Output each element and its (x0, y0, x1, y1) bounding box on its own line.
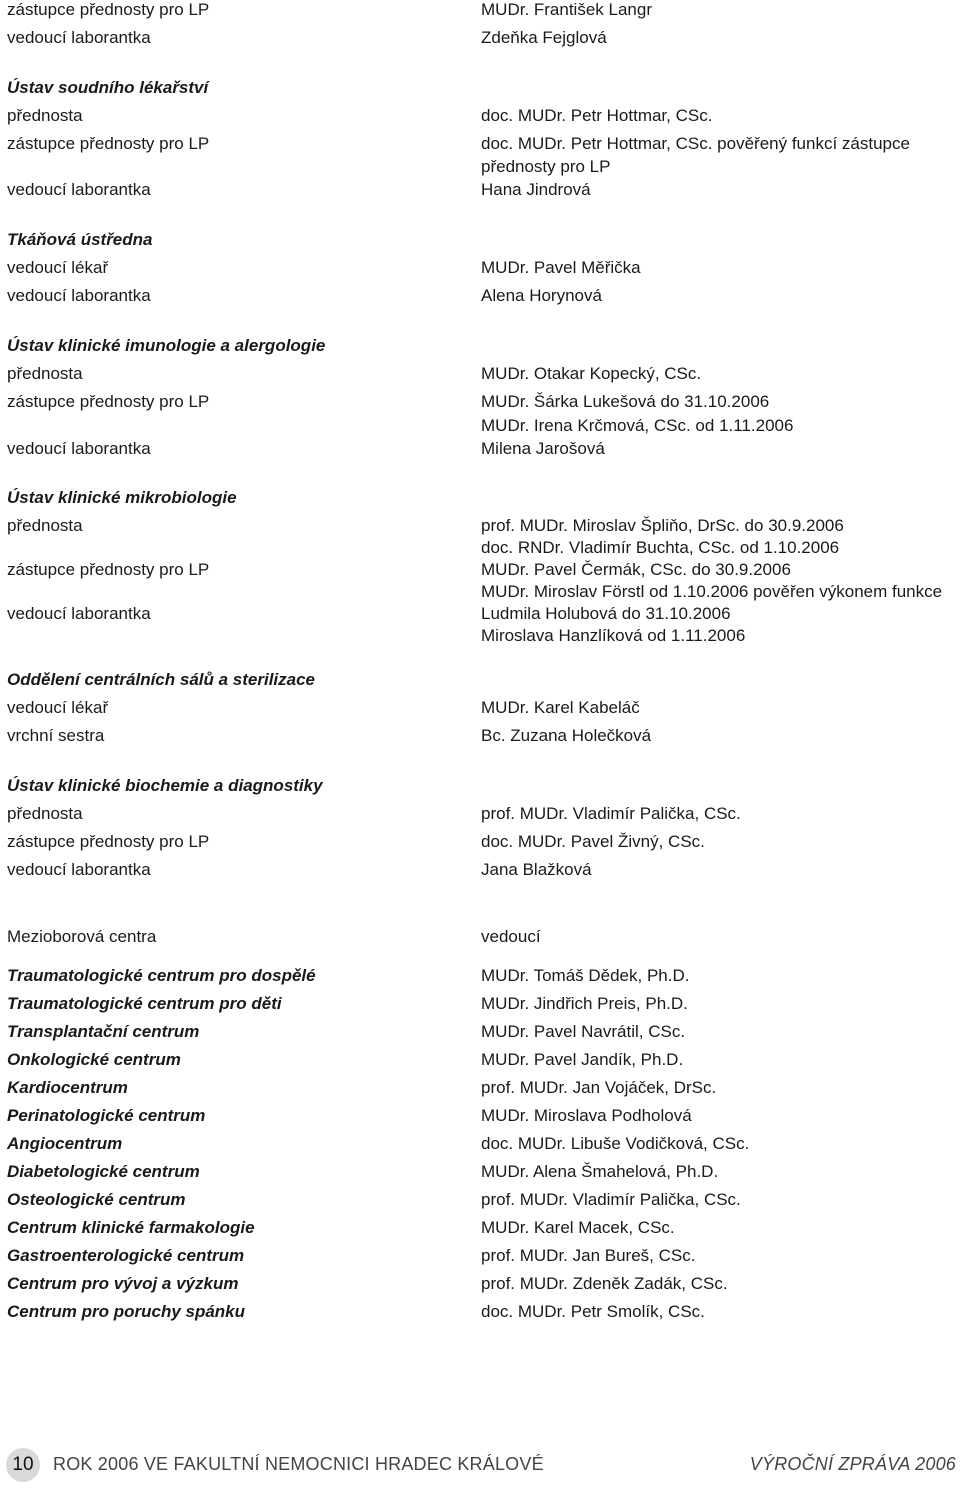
role-label: zástupce přednosty pro LP (7, 560, 210, 579)
center-row (0, 1076, 960, 1100)
person-name: Bc. Zuzana Holečková (481, 726, 652, 745)
center-row (0, 964, 960, 988)
center-head: prof. MUDr. Jan Vojáček, DrSc. (481, 1078, 717, 1097)
table-row (0, 362, 960, 386)
center-name: Centrum klinické farmakologie (7, 1218, 255, 1237)
center-name: Traumatologické centrum pro děti (7, 994, 282, 1013)
person-name: MUDr. Karel Kabeláč (481, 698, 640, 717)
center-name: Onkologické centrum (7, 1050, 181, 1069)
center-head: MUDr. Tomáš Dědek, Ph.D. (481, 966, 690, 985)
centers-header-right: vedoucí (481, 927, 541, 946)
person-name: MUDr. Irena Krčmová, CSc. od 1.11.2006 (481, 416, 794, 435)
centers-header (0, 925, 960, 949)
role-label: vedoucí laborantka (7, 28, 151, 47)
person-name: MUDr. Otakar Kopecký, CSc. (481, 364, 702, 383)
center-head: doc. MUDr. Petr Smolík, CSc. (481, 1302, 705, 1321)
table-row (0, 26, 960, 50)
center-head: doc. MUDr. Libuše Vodičková, CSc. (481, 1134, 750, 1153)
role-label: vedoucí lékař (7, 258, 109, 277)
person-name: MUDr. Pavel Čermák, CSc. do 30.9.2006 (481, 560, 791, 579)
table-row (0, 390, 960, 414)
department-title: Ústav klinické biochemie a diagnostiky (7, 776, 323, 795)
center-name: Perinatologické centrum (7, 1106, 206, 1125)
footer-title: ROK 2006 VE FAKULTNÍ NEMOCNICI HRADEC KRÁLOVÉ (53, 1454, 544, 1474)
center-head: prof. MUDr. Jan Bureš, CSc. (481, 1246, 696, 1265)
table-row (0, 437, 960, 461)
table-row (0, 414, 960, 438)
person-name: Jana Blažková (481, 860, 592, 879)
person-name: Hana Jindrová (481, 180, 591, 199)
center-head: MUDr. Pavel Navrátil, CSc. (481, 1022, 686, 1041)
person-name: Miroslava Hanzlíková od 1.11.2006 (481, 626, 746, 645)
table-row (0, 178, 960, 202)
center-row (0, 1104, 960, 1128)
table-row (0, 104, 960, 128)
center-row (0, 1244, 960, 1268)
table-row (0, 132, 960, 156)
role-label: přednosta (7, 516, 83, 535)
role-label: zástupce přednosty pro LP (7, 0, 210, 19)
person-name: doc. MUDr. Pavel Živný, CSc. (481, 832, 705, 851)
center-row (0, 1160, 960, 1184)
center-head: MUDr. Pavel Jandík, Ph.D. (481, 1050, 684, 1069)
center-row (0, 1300, 960, 1324)
role-label: vedoucí laborantka (7, 439, 151, 458)
table-row (0, 624, 960, 648)
person-name: MUDr. František Langr (481, 0, 652, 19)
person-name: prof. MUDr. Vladimír Palička, CSc. (481, 804, 741, 823)
role-label: vedoucí laborantka (7, 180, 151, 199)
person-name: Ludmila Holubová do 31.10.2006 (481, 604, 731, 623)
table-row (0, 558, 960, 582)
table-row (0, 284, 960, 308)
person-name: Zdeňka Fejglová (481, 28, 607, 47)
table-row (0, 696, 960, 720)
center-row (0, 1188, 960, 1212)
person-name: doc. MUDr. Petr Hottmar, CSc. pověřený funkcí zástupce (481, 134, 910, 153)
table-row (0, 514, 960, 538)
person-name: MUDr. Miroslav Förstl od 1.10.2006 pověřen výkonem funkce (481, 582, 943, 601)
department-title: Ústav klinické mikrobiologie (7, 488, 237, 507)
person-name: Milena Jarošová (481, 439, 605, 458)
role-label: vedoucí lékař (7, 698, 109, 717)
table-row (0, 724, 960, 748)
person-name: MUDr. Pavel Měřička (481, 258, 641, 277)
center-row (0, 992, 960, 1016)
person-name: Alena Horynová (481, 286, 602, 305)
footer-report-name: VÝROČNÍ ZPRÁVA 2006 (749, 1454, 956, 1474)
center-head: prof. MUDr. Vladimír Palička, CSc. (481, 1190, 741, 1209)
department-title: Oddělení centrálních sálů a sterilizace (7, 670, 316, 689)
centers-header-left: Mezioborová centra (7, 927, 157, 946)
center-name: Centrum pro vývoj a výzkum (7, 1274, 239, 1293)
role-label: přednosta (7, 364, 83, 383)
person-name: přednosty pro LP (481, 157, 611, 176)
person-name: doc. MUDr. Petr Hottmar, CSc. (481, 106, 713, 125)
center-name: Diabetologické centrum (7, 1162, 200, 1181)
department-title: Ústav klinické imunologie a alergologie (7, 336, 326, 355)
center-row (0, 1132, 960, 1156)
center-name: Transplantační centrum (7, 1022, 200, 1041)
department-title: Tkáňová ústředna (7, 230, 153, 249)
center-head: MUDr. Jindřich Preis, Ph.D. (481, 994, 688, 1013)
role-label: vedoucí laborantka (7, 860, 151, 879)
page-footer (0, 1446, 960, 1486)
table-row (0, 830, 960, 854)
center-row (0, 1272, 960, 1296)
center-row (0, 1216, 960, 1240)
center-name: Osteologické centrum (7, 1190, 186, 1209)
center-row (0, 1048, 960, 1072)
role-label: zástupce přednosty pro LP (7, 392, 210, 411)
center-row (0, 1020, 960, 1044)
table-row (0, 256, 960, 280)
center-name: Centrum pro poruchy spánku (7, 1302, 246, 1321)
role-label: vedoucí laborantka (7, 604, 151, 623)
person-name: MUDr. Šárka Lukešová do 31.10.2006 (481, 392, 770, 411)
center-head: MUDr. Miroslava Podholová (481, 1106, 692, 1125)
center-name: Angiocentrum (7, 1134, 123, 1153)
role-label: zástupce přednosty pro LP (7, 832, 210, 851)
role-label: přednosta (7, 106, 83, 125)
center-name: Gastroenterologické centrum (7, 1246, 245, 1265)
person-name: prof. MUDr. Miroslav Špliňo, DrSc. do 30.9.2006 (481, 516, 844, 535)
table-row (0, 858, 960, 882)
role-label: vrchní sestra (7, 726, 105, 745)
page-number-badge: 10 (6, 1448, 40, 1482)
table-row (0, 802, 960, 826)
center-head: prof. MUDr. Zdeněk Zadák, CSc. (481, 1274, 728, 1293)
center-head: MUDr. Karel Macek, CSc. (481, 1218, 675, 1237)
table-row (0, 155, 960, 179)
role-label: přednosta (7, 804, 83, 823)
role-label: zástupce přednosty pro LP (7, 134, 210, 153)
person-name: doc. RNDr. Vladimír Buchta, CSc. od 1.10.2006 (481, 538, 840, 557)
table-row (0, 536, 960, 560)
center-name: Traumatologické centrum pro dospělé (7, 966, 316, 985)
table-row (0, 580, 960, 604)
table-row (0, 0, 960, 22)
center-head: MUDr. Alena Šmahelová, Ph.D. (481, 1162, 719, 1181)
role-label: vedoucí laborantka (7, 286, 151, 305)
department-title: Ústav soudního lékařství (7, 78, 209, 97)
table-row (0, 602, 960, 626)
center-name: Kardiocentrum (7, 1078, 128, 1097)
